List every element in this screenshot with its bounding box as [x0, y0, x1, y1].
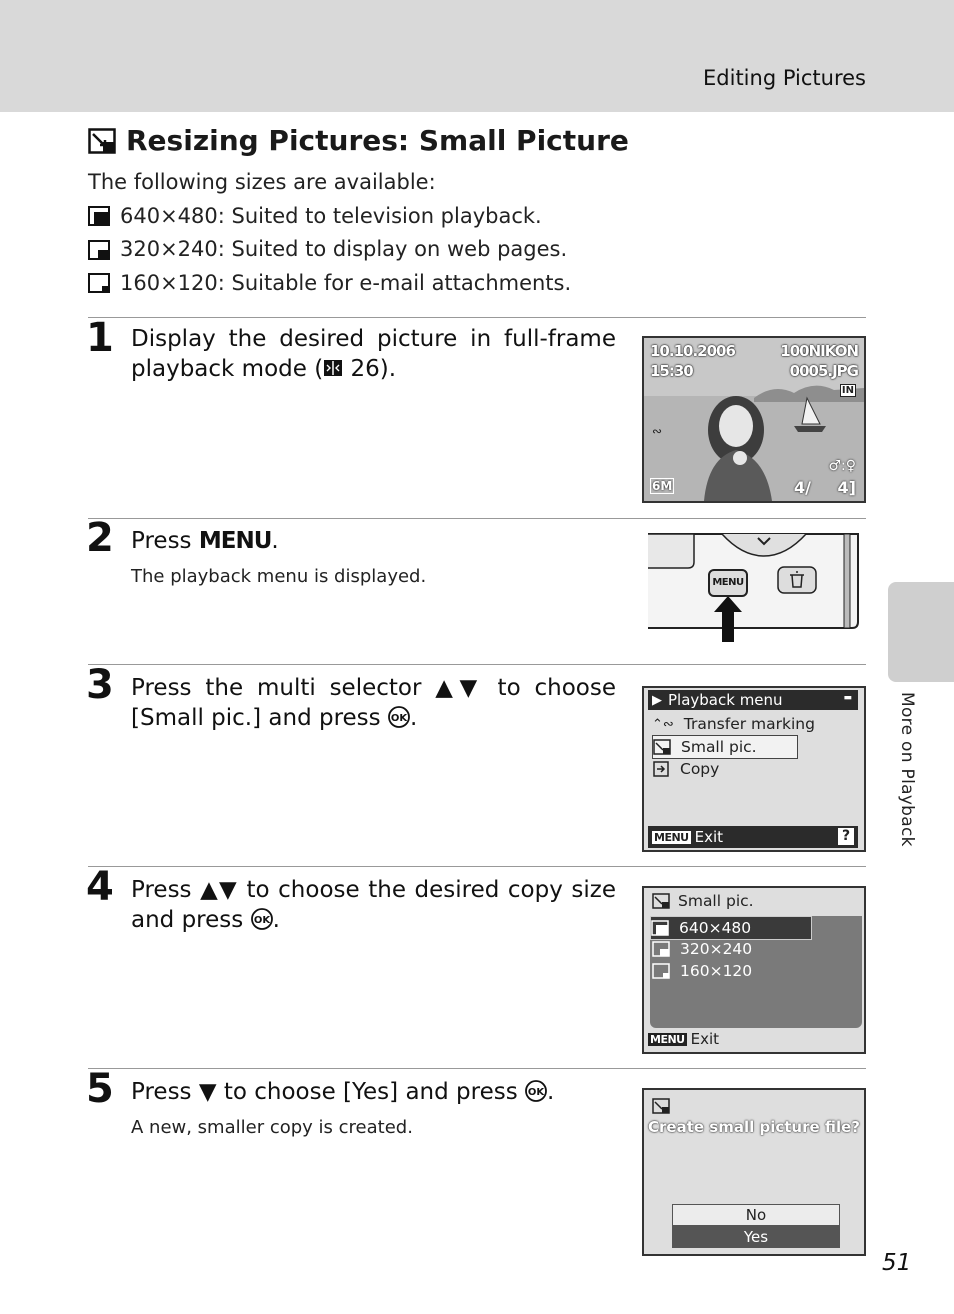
size-option-320-text: 320×240: Suited to display on web pages. — [120, 237, 568, 261]
svg-text:OK: OK — [253, 915, 270, 926]
size-640-icon — [651, 920, 669, 936]
intro — [88, 166, 571, 300]
menu-item-label: Copy — [680, 760, 720, 778]
size-option-640[interactable] — [650, 916, 812, 940]
ok-button-icon — [251, 908, 273, 930]
menu-item-label: Small pic. — [681, 738, 757, 756]
step-3-text — [131, 673, 616, 733]
small-picture-icon — [652, 1098, 670, 1114]
step-4-text-main: Press ▲▼ to choose the desired copy size and press — [131, 877, 616, 933]
step-4-text-end: . — [272, 907, 280, 933]
size-option-160-text: 160×120: Suitable for e-mail attachments. — [120, 270, 572, 295]
menu-item-small-pic[interactable] — [652, 735, 798, 759]
step-divider — [88, 866, 866, 867]
step-5-text-end: . — [547, 1079, 555, 1105]
image-mode-indicator: 6M — [652, 479, 673, 493]
size-320-icon — [652, 941, 670, 957]
intro-lead: The following sizes are available: — [88, 170, 436, 194]
svg-text:OK: OK — [527, 1087, 545, 1098]
side-tab-label: More on Playback — [897, 692, 917, 847]
submenu-header — [652, 892, 754, 910]
header-band — [0, 0, 954, 112]
menu-footer — [648, 826, 858, 848]
book-reference-icon — [323, 358, 343, 378]
section-title: Editing Pictures — [703, 66, 866, 90]
size-option-label: 160×120 — [680, 962, 753, 980]
transfer-icon: ⌃∾ — [652, 716, 674, 732]
menu-badge: MENU — [650, 1032, 685, 1046]
small-pic-menu-screen — [642, 886, 866, 1054]
submenu-header-title: Small pic. — [678, 892, 754, 910]
dialog-yes-button[interactable]: Yes — [672, 1226, 840, 1248]
step-1-text — [131, 324, 616, 384]
voice-memo-icon: ♂:♀ — [828, 458, 856, 474]
page-title — [88, 124, 629, 157]
page-title-text: Resizing Pictures: Small Picture — [126, 124, 629, 157]
confirm-dialog-screen — [642, 1088, 866, 1256]
playback-icon: ▶ — [652, 692, 662, 708]
page-number: 51 — [882, 1250, 912, 1276]
step-4-text — [131, 875, 616, 935]
side-tab — [888, 582, 954, 682]
step-number: 2 — [86, 515, 114, 561]
step-divider — [88, 664, 866, 665]
menu-footer-exit: Exit — [694, 828, 724, 846]
step-divider — [88, 317, 866, 318]
ok-button-icon — [388, 706, 410, 728]
size-option-640-text: 640×480: Suited to television playback. — [120, 203, 542, 228]
step-divider — [88, 1068, 866, 1069]
step-5-text-main: Press ▼ to choose [Yes] and press — [131, 1079, 518, 1105]
step-number: 1 — [86, 315, 114, 361]
step-3-text-main: Press the multi selector ▲▼ to choose [Small pic.] and press — [131, 675, 616, 731]
camera-back-illustration — [646, 532, 862, 644]
size-option-320 — [88, 233, 571, 267]
step-2-note: The playback menu is displayed. — [131, 566, 427, 587]
submenu-footer — [648, 1028, 719, 1050]
step-1-text-before: Display the desired picture in full-frame playback mode ( — [131, 326, 616, 382]
photo-folder: 100NIKON — [780, 342, 858, 360]
scroll-indicator-icon: ▬ — [843, 693, 852, 703]
dialog-prompt: Create small picture file? — [648, 1118, 860, 1136]
internal-memory-indicator: IN — [841, 385, 854, 396]
size-640-icon — [88, 206, 110, 226]
size-320-icon — [88, 240, 110, 260]
step-number: 5 — [86, 1066, 114, 1112]
menu-hardware-button: MENU — [708, 569, 748, 597]
dialog-no-button[interactable]: No — [672, 1204, 840, 1226]
small-picture-icon — [652, 893, 670, 909]
playback-menu-screen — [642, 686, 866, 852]
help-icon: ? — [838, 828, 854, 845]
menu-item-copy[interactable] — [652, 758, 719, 780]
step-number: 3 — [86, 662, 114, 708]
size-160-icon — [88, 273, 110, 293]
size-option-320[interactable] — [652, 938, 752, 960]
photo-time: 15:30 — [650, 362, 693, 380]
step-2-text-end: . — [271, 528, 279, 554]
side-tab-label-wrap — [893, 692, 919, 862]
step-2-text — [131, 526, 616, 556]
menu-button-label: MENU — [198, 528, 272, 554]
copy-icon — [652, 761, 670, 777]
submenu-footer-exit: Exit — [690, 1030, 720, 1048]
photo-date: 10.10.2006 — [650, 342, 735, 360]
step-number: 4 — [86, 864, 114, 910]
size-option-640 — [88, 200, 571, 234]
step-5-text — [131, 1077, 616, 1107]
step-divider — [88, 518, 866, 519]
small-picture-icon — [88, 128, 116, 154]
menu-item-label: Transfer marking — [683, 715, 815, 733]
photo-filename: 0005.JPG — [789, 362, 858, 380]
step-2-text-start: Press — [131, 528, 192, 554]
ok-button-icon — [525, 1080, 547, 1102]
step-1-text-after: 26). — [343, 356, 397, 382]
menu-header — [648, 690, 858, 710]
size-option-160 — [88, 267, 571, 301]
transfer-icon: ∾ — [652, 424, 663, 438]
camera-back-icon — [646, 532, 862, 644]
frame-current: 4/ — [794, 478, 811, 497]
step-3-text-end: . — [409, 705, 418, 731]
menu-header-title: Playback menu — [668, 691, 783, 709]
frame-total: 4] — [837, 478, 856, 497]
small-picture-icon — [653, 739, 671, 755]
size-option-label: 320×240 — [680, 940, 753, 958]
menu-badge: MENU — [654, 830, 689, 844]
svg-text:OK: OK — [390, 713, 408, 724]
playback-screen — [642, 336, 866, 503]
menu-item-transfer-marking[interactable] — [652, 713, 815, 735]
size-option-160[interactable] — [652, 960, 752, 982]
size-160-icon — [652, 963, 670, 979]
size-option-label: 640×480 — [679, 919, 752, 937]
step-5-note: A new, smaller copy is created. — [131, 1117, 413, 1138]
